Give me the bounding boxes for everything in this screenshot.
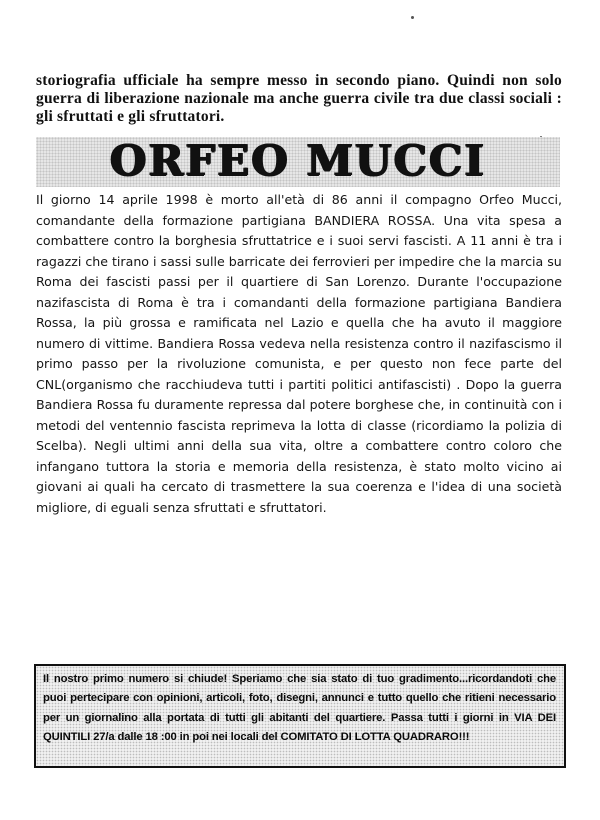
closing-notice-text: Il nostro primo numero si chiude! Speriamo che sia stato di tuo gradimento...ricordandoti che puoi pertecipare con opinioni, articoli, foto, disegni, annunci e tutto quello che ritieni necessario per un giornalino alla portata di tutti gli abitanti del quartiere. Passa tutti i giorni in VIA DEI QUINTILI 27/a dalle 18 :00 in poi nei locali del COMITATO DI LOTTA QUADRARO!!!: [43, 673, 556, 744]
article-body: [36, 190, 562, 518]
intro-paragraph: storiografia ufficiale ha sempre messo in secondo piano. Quindi non solo guerra di liberazione nazionale ma anche guerra civile tra due classi sociali : gli sfruttati e gli sfruttatori.: [36, 71, 562, 125]
closing-notice-box: [34, 664, 566, 768]
article-title: ORFEO MUCCI: [109, 136, 487, 185]
article-paragraph: Roma dei fascisti passi per il quartiere di San Lorenzo. Durante l'occupazione nazifascista di Roma è tra i comandanti della formazione partigiana Bandiera Rossa, la più grossa e ramificata nel Lazio e quella che ha avuto il maggiore numero di vittime. Bandiera Rossa vedeva nella resistenza contro il nazifascismo il primo passo per la rivoluzione comunista, e per questo non fece parte del CNL(organismo che racchiudeva tutti i partiti politici antifascisti) . Dopo la guerra Bandiera Rossa fu duramente repressa dal potere borghese che, in continuità con i metodi del ventennio fascista reprimeva la lotta di classe (ricordiamo la polizia di Scelba). Negli ultimi anni della sua vita, oltre a combattere contro coloro che infangano tuttora la storia e memoria della resistenza, è stato molto vicino ai giovani ai quali ha cercato di trasmettere la sua coerenza e l'idea di una società migliore, di eguali senza sfruttati e sfruttatori.: [36, 274, 562, 515]
article-paragraph: Il giorno 14 aprile 1998 è morto all'età di 86 anni il compagno Orfeo Mucci, comandante della formazione partigiana BANDIERA ROSSA. Una vita spesa a combattere contro la borghesia sfruttatrice e i suoi servi fascisti. A 11 anni è tra i ragazzi che tirano i sassi sulle barricate dei ferrovieri per impedire che la marcia su: [36, 192, 562, 269]
print-speck: [411, 16, 414, 19]
